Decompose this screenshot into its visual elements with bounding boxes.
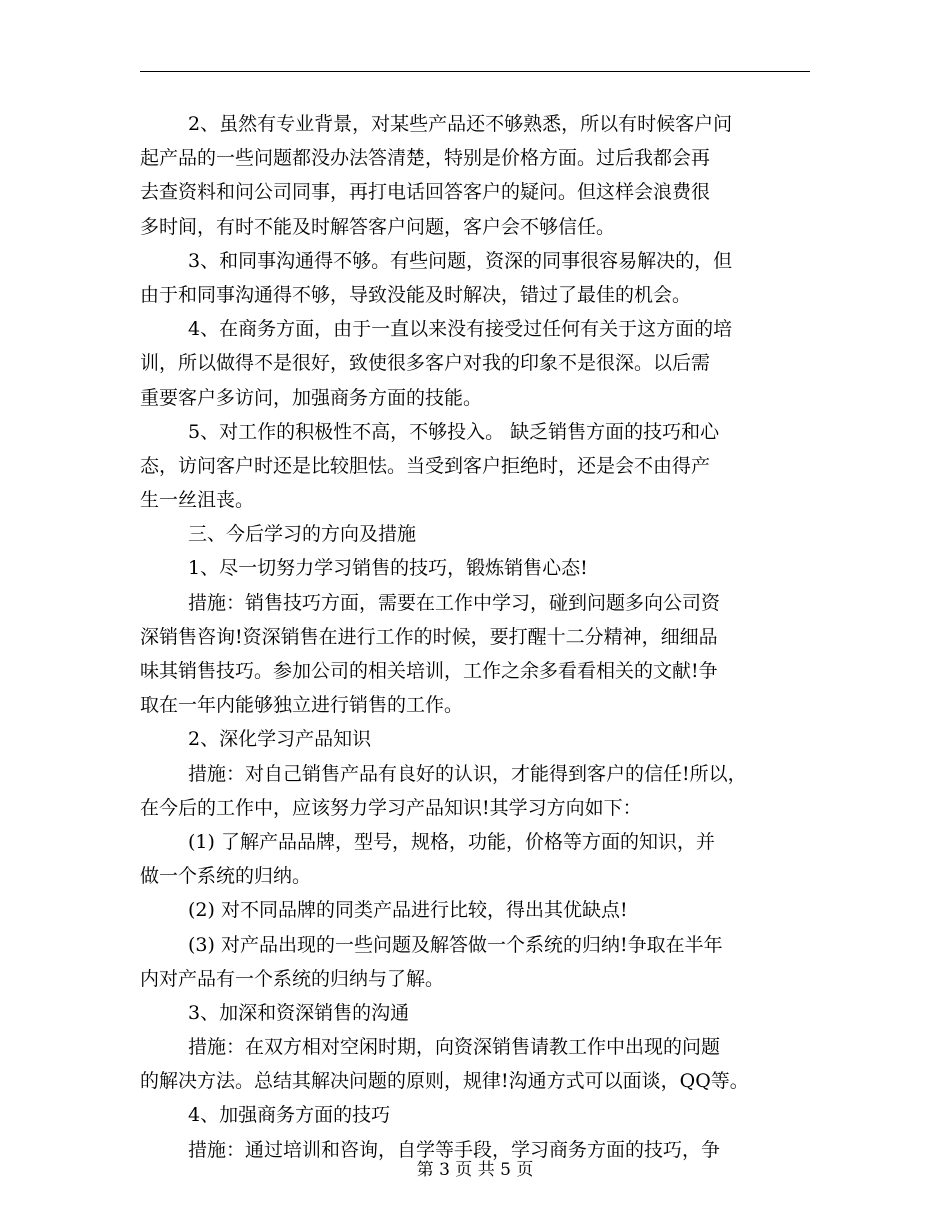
text-line: 措施：对自己销售产品有良好的认识，才能得到客户的信任!所以， (188, 762, 747, 785)
text-line: 重要客户多访问，加强商务方面的技能。 (140, 386, 483, 409)
text-line: (3) 对产品出现的一些问题及解答做一个系统的归纳!争取在半年 (188, 933, 723, 956)
text-line: 味其销售技巧。参加公司的相关培训，工作之余多看看相关的文献!争 (140, 660, 718, 682)
text-line: 3、和同事沟通得不够。有些问题，资深的同事很容易解决的，但 (188, 249, 733, 272)
text-line: 在今后的工作中，应该努力学习产品知识!其学习方向如下： (140, 796, 642, 819)
text-line: 起产品的一些问题都没办法答清楚，特别是价格方面。过后我都会再 (140, 147, 711, 170)
text-line: 训，所以做得不是很好，致使很多客户对我的印象不是很深。以后需 (140, 352, 711, 375)
text-line: 3、加深和资深销售的沟通 (188, 1001, 410, 1024)
text-line: 多时间，有时不能及时解答客户问题，客户会不够信任。 (140, 215, 616, 238)
page-footer: 第 3 页 共 5 页 (416, 1160, 534, 1180)
text-line: (2) 对不同品牌的同类产品进行比较，得出其优缺点! (188, 899, 628, 922)
text-line: 2、虽然有专业背景，对某些产品还不够熟悉，所以有时候客户问 (188, 113, 733, 135)
text-line: 生一丝沮丧。 (140, 489, 255, 512)
text-line: 深销售咨询!资深销售在进行工作的时候，要打醒十二分精神，细细品 (140, 625, 718, 648)
text-line: 4、加强商务方面的技巧 (188, 1104, 391, 1127)
text-line: 1、尽一切努力学习销售的技巧，锻炼销售心态! (188, 557, 588, 580)
text-line: 措施：通过培训和咨询，自学等手段，学习商务方面的技巧，争 (188, 1138, 721, 1161)
text-line: 去查资料和问公司同事，再打电话回答客户的疑问。但这样会浪费很 (140, 181, 711, 204)
text-line: 做一个系统的归纳。 (140, 865, 312, 888)
text-line: 的解决方法。总结其解决问题的原则，规律!沟通方式可以面谈，QQ等。 (140, 1070, 749, 1093)
text-line: 5、对工作的积极性不高，不够投入。 缺乏销售方面的技巧和心 (188, 420, 720, 443)
header-rule (140, 71, 810, 72)
text-line: 措施：在双方相对空闲时期，向资深销售请教工作中出现的问题 (188, 1036, 721, 1059)
text-line: 4、在商务方面，由于一直以来没有接受过任何有关于这方面的培 (188, 318, 733, 341)
text-line: 三、今后学习的方向及措施 (188, 523, 417, 546)
body-text (140, 107, 830, 1167)
text-line: 2、深化学习产品知识 (188, 728, 372, 751)
text-line: (1) 了解产品品牌，型号，规格，功能，价格等方面的知识，并 (188, 830, 715, 853)
text-line: 由于和同事沟通得不够，导致没能及时解决，错过了最佳的机会。 (140, 283, 692, 306)
text-line: 态，访问客户时还是比较胆怯。当受到客户拒绝时，还是会不由得产 (140, 454, 711, 477)
text-line: 内对产品有一个系统的归纳与了解。 (140, 967, 445, 990)
text-line: 措施：销售技巧方面，需要在工作中学习，碰到问题多向公司资 (188, 591, 721, 614)
text-line: 取在一年内能够独立进行销售的工作。 (140, 694, 464, 717)
